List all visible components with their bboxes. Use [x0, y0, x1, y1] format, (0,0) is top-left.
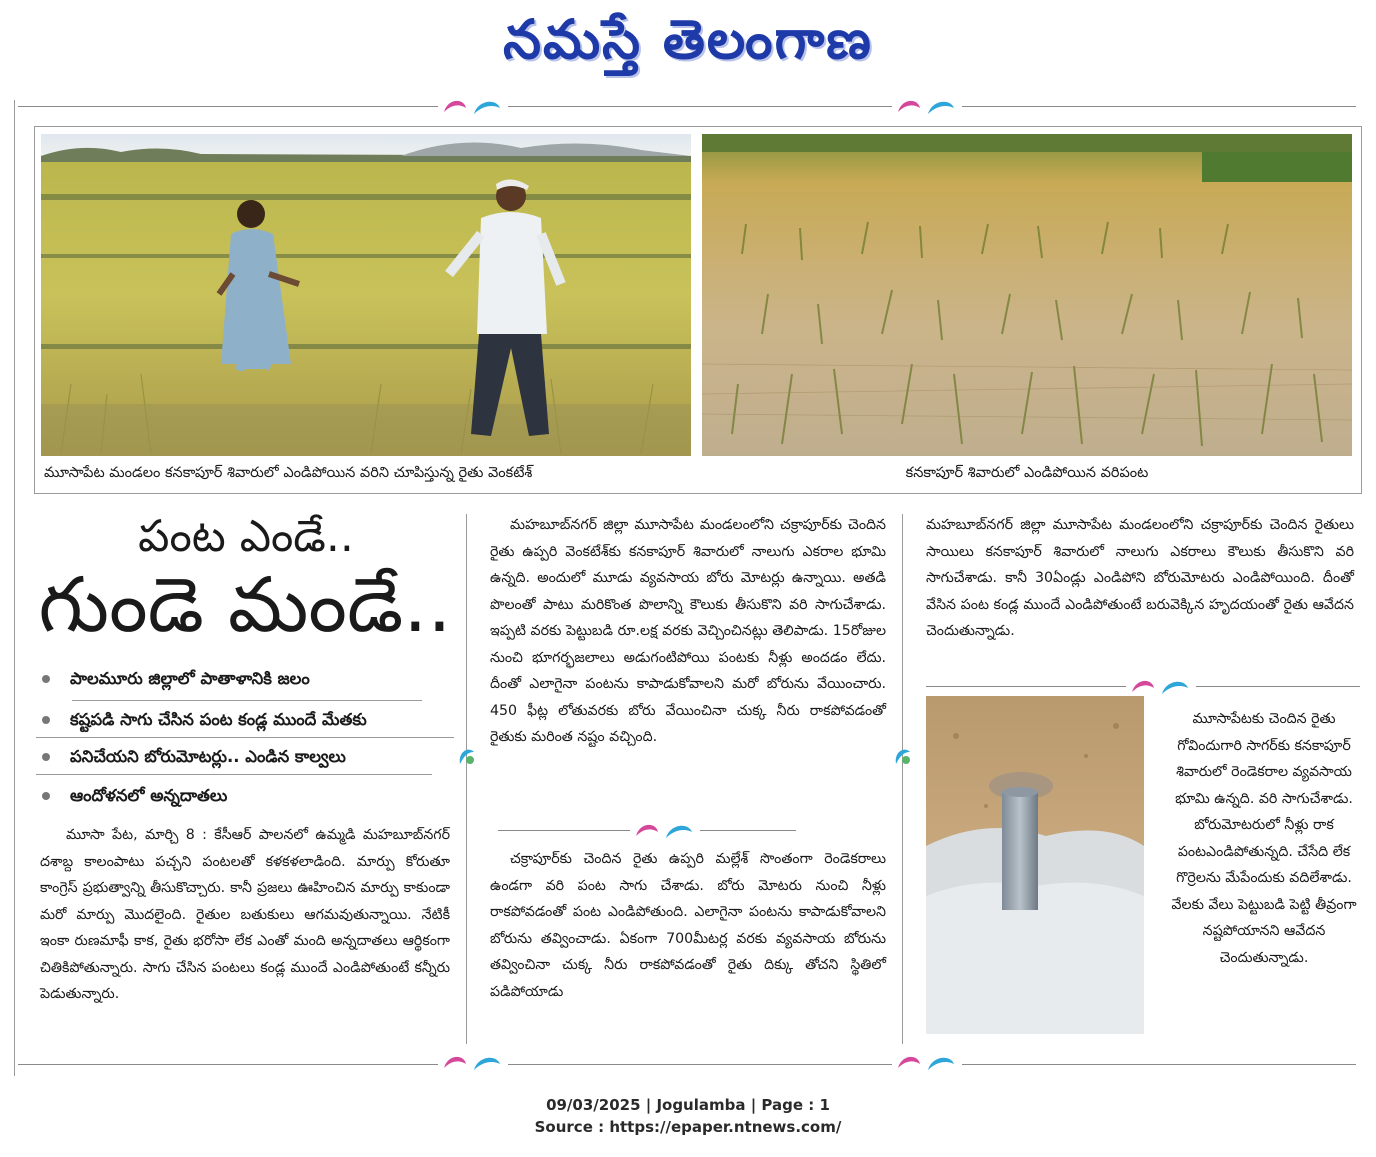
left-margin-line [14, 100, 15, 1076]
article-column-2-top [490, 512, 886, 751]
article-paragraph: చక్రాపూర్‌కు చెందిన రైతు ఉప్పరి మల్లేశ్ సొంతంగా రెండెకరాలు ఉండగా వరి పంట సాగు చేశాడు. బోరు మోటరు నుంచి నీళ్లు రాకపోవడంతో పంట ఎండిపోతుంది. ఎలాగైనా పంటను కాపాడుకోవాలని బోరును తవ్వించాడు. ఏకంగా 700మీటర్ల వరకు వ్యవసాయ బోరును తవ్వించినా చుక్క నీరు రాకపోవడంతో రైతు దిక్కు తోచని స్థితిలో పడిపోయాడు [490, 851, 886, 1000]
ornament-icon [630, 820, 700, 842]
headline-line2: గుండె మండే.. [38, 560, 452, 649]
column-divider [902, 514, 903, 1044]
footer-source: Source : https://epaper.ntnews.com/ [534, 1118, 842, 1136]
photo-dried-paddy-field [702, 134, 1352, 456]
photo-caption-right: కనకాపూర్ శివారులో ఎండిపోయిన వరిపంట [905, 465, 1149, 481]
footer-date-edition: 09/03/2025 | Jogulamba | Page : 1 [546, 1096, 830, 1114]
ornament-icon [892, 744, 914, 768]
article-paragraph: మూసా పేట, మార్చి 8 : కేసీఆర్ పాలనలో ఉమ్మడి మహబూబ్‌నగర్ దశాబ్ద కాలంపాటు పచ్చని పంటలతో కళకళలాడింది. మార్పు కోరుతూ కాంగ్రెస్ ప్రభుత్వాన్ని తీసుకొచ్చారు. కానీ ప్రజలు ఊహించిన మార్పు కాకుండా మరో మార్పు మొదలైంది. రైతుల బతుకులు ఆగమవుతున్నాయి. నేటికీ ఇంకా రుణమాఫీ కాక, రైతు భరోసా లేక ఎంతో మంది అన్నదాతలు ఆర్థికంగా చితికిపోతున్నారు. సాగు చేసిన పంటలు కండ్ల ముందే ఎండిపోతుంటే కన్నీరు పెడుతున్నారు. [40, 827, 450, 1002]
masthead [0, 8, 1376, 78]
article-column-2-bottom [490, 846, 886, 1005]
highlight-item: పాలమూరు జిల్లాలో పాతాళానికి జలం [36, 664, 456, 694]
ornament-icon [1126, 676, 1196, 698]
article-column-3-top [926, 512, 1354, 645]
top-rule [18, 106, 1356, 107]
article-paragraph: మహబూబ్‌నగర్ జిల్లా మూసాపేట మండలంలోని చక్రాపూర్‌కు చెందిన రైతులు సాయిలు కనకాపూర్ శివారులో నాలుగు ఎకరాలు కౌలుకు తీసుకొని వరి సాగుచేశాడు. కానీ 30ఏండ్లు ఎండిపోని బోరుమోటరు ఎండిపోయింది. దీంతో వేసిన పంట కండ్ల ముందే ఎండిపోతుంటే బరువెక్కిన హృదయంతో రైతు ఆవేదన చెందుతున్నాడు. [926, 517, 1354, 639]
highlight-item: కష్టపడి సాగు చేసిన పంట కండ్ల ముందే మేతకు [36, 705, 456, 735]
ornament-icon [892, 96, 962, 118]
photo-caption-left: మూసాపేట మండలం కనకాపూర్ శివారులో ఎండిపోయిన వరిని చూపిస్తున్న రైతు వెంకటేశ్ [44, 465, 533, 481]
article-paragraph: మూసాపేటకు చెందిన రైతు గోవిందుగారి సాగర్‌కు కనకాపూర్ శివారులో రెండెకరాల వ్యవసాయ భూమి ఉన్నది. వరి సాగుచేశాడు. బోరుమోటరులో నీళ్లు రాక పంటఎండిపోతున్నది. చేసేది లేక గొర్రెలను మేపేందుకు వదిలేశాడు. వేలకు వేలు పెట్టుబడి పెట్టి తీవ్రంగా నష్టపోయానని ఆవేదన చెందుతున్నాడు. [1171, 711, 1357, 966]
bottom-rule [18, 1064, 1356, 1065]
masthead-title: నమస్తే తెలంగాణ [503, 8, 873, 71]
ornament-icon [438, 96, 508, 118]
photo-farmers-dry-paddy [41, 134, 691, 456]
column-divider [466, 514, 467, 1044]
highlight-item: పనిచేయని బోరుమోటర్లు.. ఎండిన కాల్వలు [36, 742, 456, 772]
ornament-icon [456, 744, 478, 768]
highlights-list [36, 664, 456, 811]
article-paragraph: మహబూబ్‌నగర్ జిల్లా మూసాపేట మండలంలోని చక్రాపూర్‌కు చెందిన రైతు ఉప్పరి వెంకటేశ్‌కు కనకాపూర్ శివారులో నాలుగు ఎకరాల భూమి ఉన్నది. అందులో మూడు వ్యవసాయ బోరు మోటర్లు ఉన్నాయి. అతడి పొలంతో పాటు మరికొంత పొలాన్ని కౌలుకు తీసుకొని వరి సాగుచేశాడు. ఇప్పటి వరకు పెట్టుబడి రూ.లక్ష వరకు వెచ్చించినట్లు తెలిపాడు. 15రోజుల నుంచి భూగర్భజలాలు అడుగంటిపోయి పంటకు నీళ్లు అందడం లేదు. దీంతో ఎలాగైనా పంటను కాపాడుకోవాలని మరో బోరును వేయించారు. 450 ఫీట్ల లోతువరకు బోరు వేయించినా చుక్క నీరు రాకపోవడంతో రైతుకు మరింత నష్టం వచ్చింది. [490, 517, 886, 745]
highlight-item: ఆందోళనలో అన్నదాతలు [36, 781, 456, 811]
article-column-3-bottom [1166, 706, 1362, 971]
ornament-icon [892, 1052, 962, 1074]
ornament-icon [438, 1052, 508, 1074]
headline-line1: పంట ఎండే.. [138, 511, 354, 562]
photo-borewell-pipe [926, 696, 1144, 1034]
article-column-1 [40, 822, 450, 1008]
